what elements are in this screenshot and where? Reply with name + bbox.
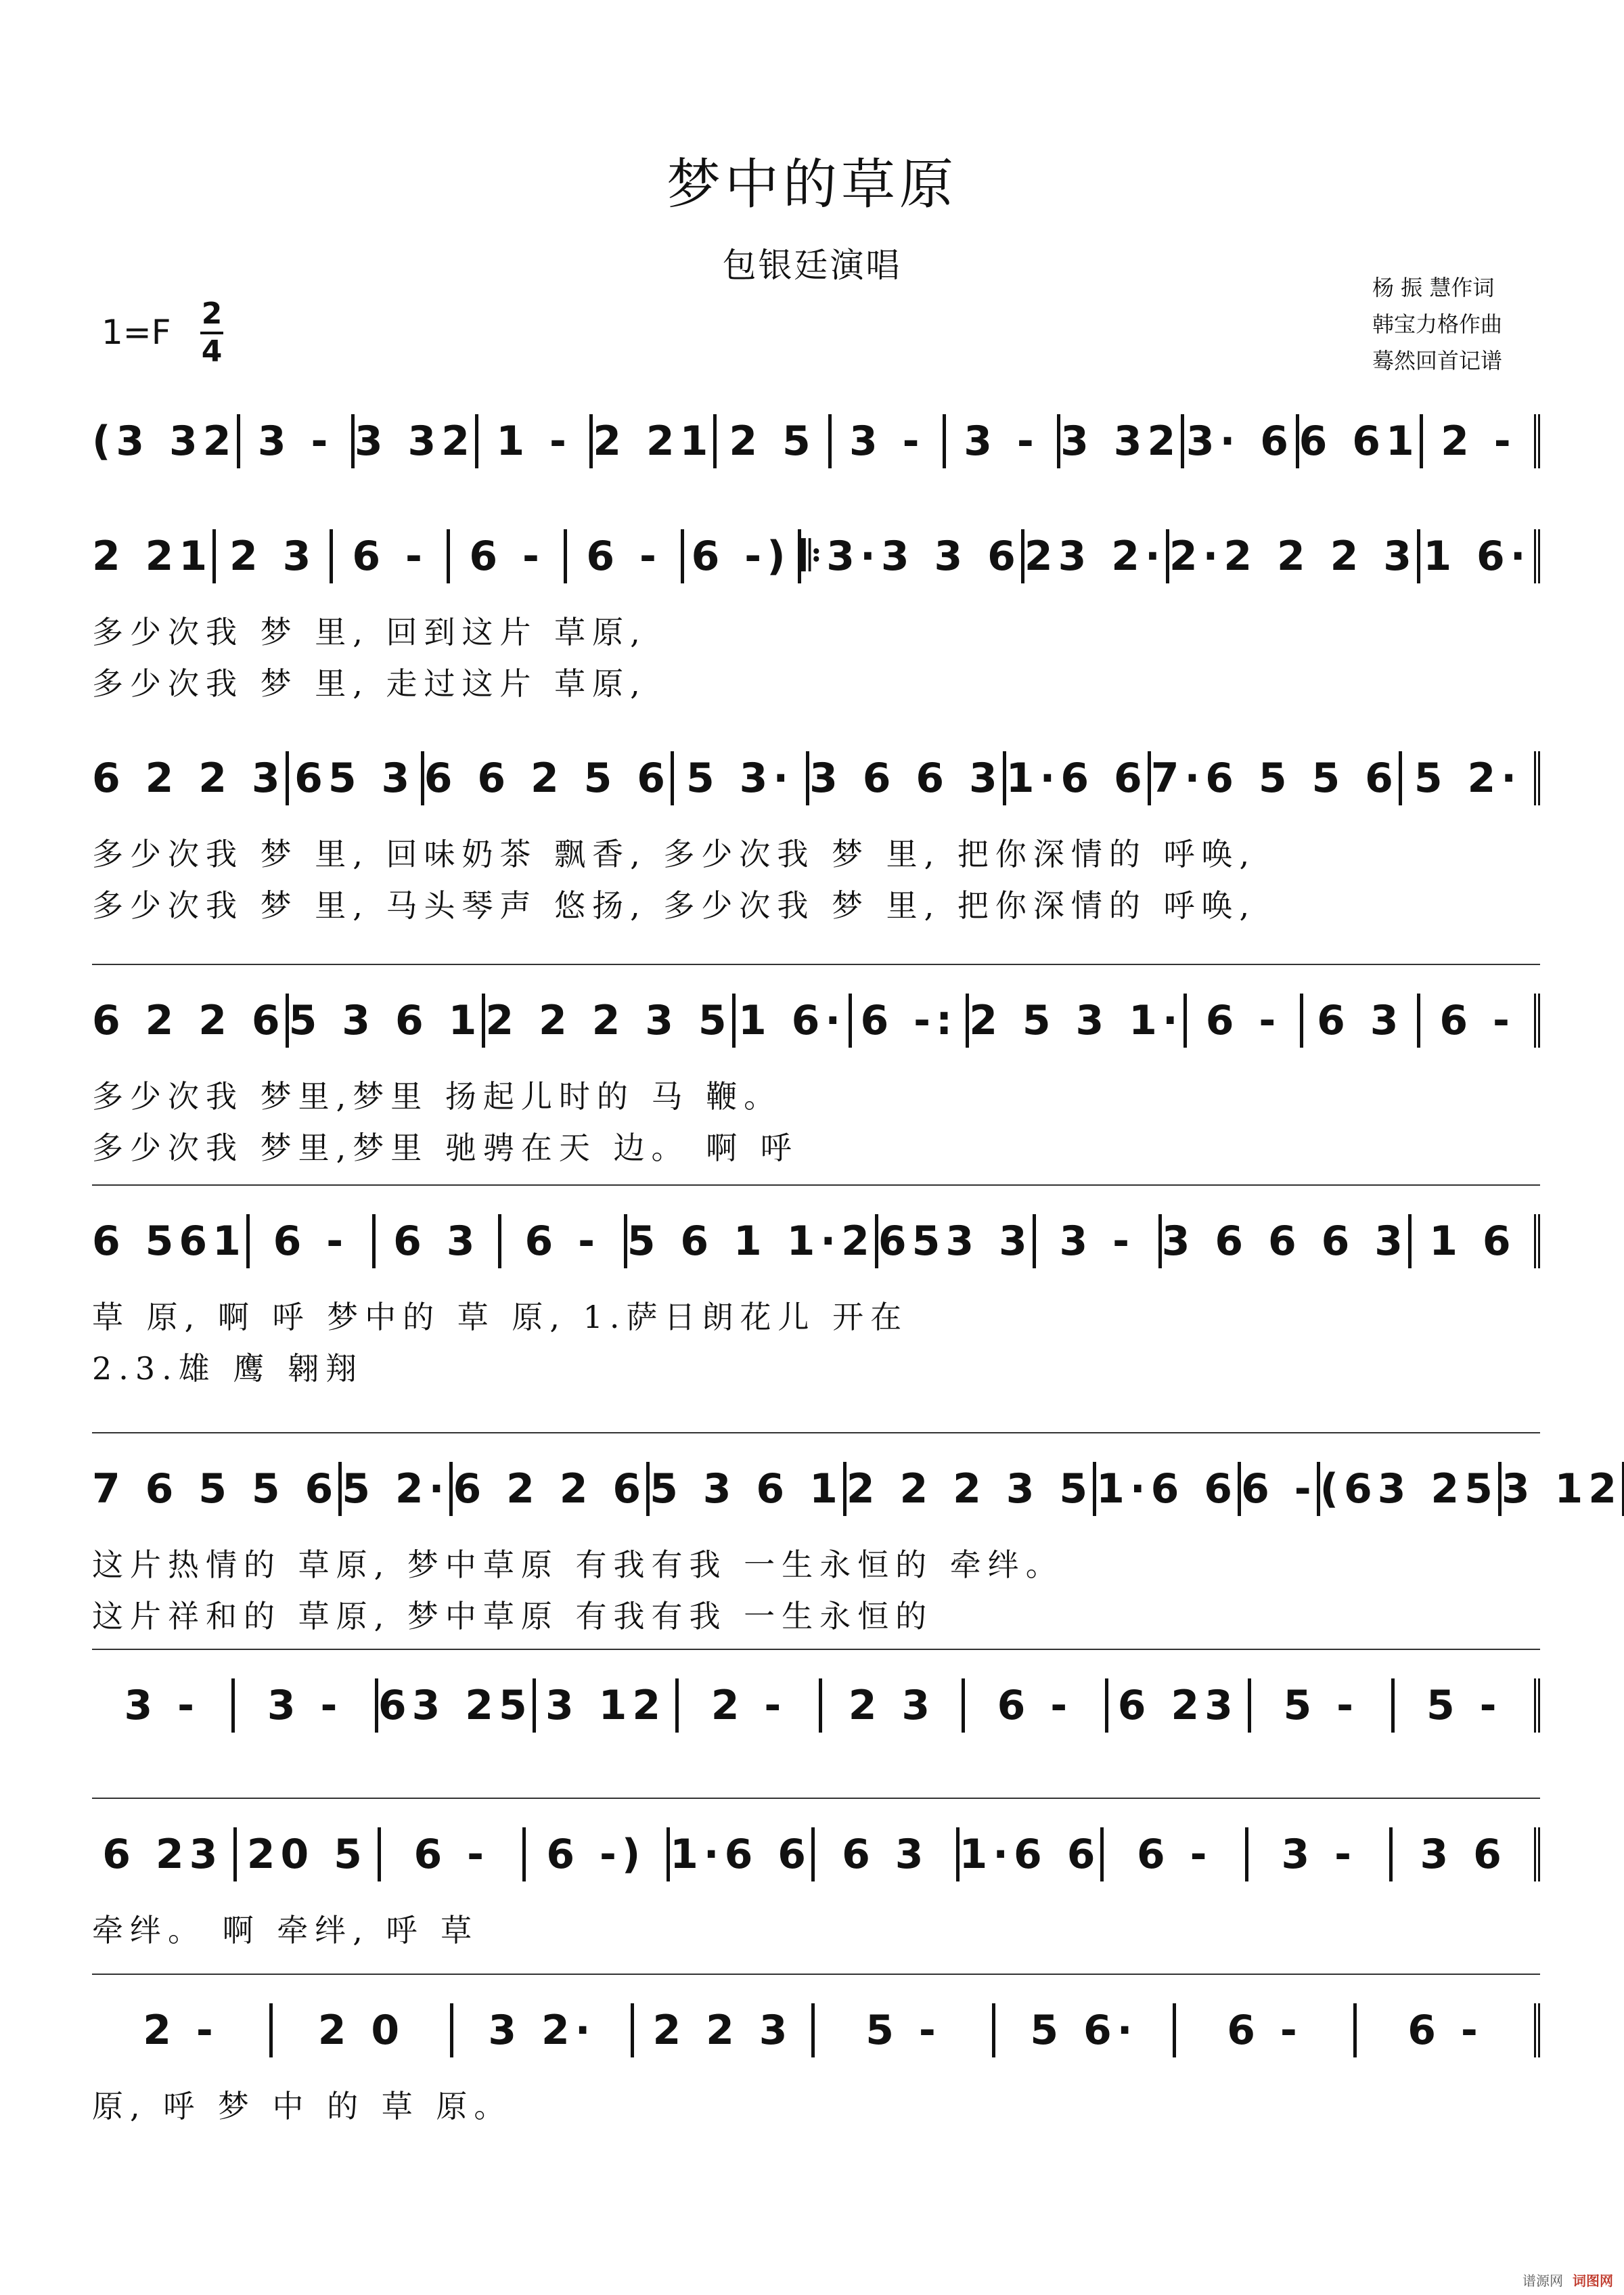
- lyric-line: 多少次我 梦 里, 回味奶茶 飘香, 多少次我 梦 里, 把你深情的 呼唤,: [92, 836, 1257, 872]
- lyric-line: 草 原, 啊 呼 梦中的 草 原, 1.萨日朗花儿 开在: [92, 1299, 909, 1335]
- measure: 1 6: [1412, 1214, 1540, 1268]
- measure: 6 -: [501, 1214, 627, 1268]
- measure: 5 3 6 1: [289, 994, 486, 1048]
- measure: 6 3: [1303, 994, 1420, 1048]
- measure: 3 32: [355, 414, 478, 468]
- measure: 6 -: [1104, 1827, 1248, 1881]
- volta-rule: [92, 1432, 1540, 1433]
- measure: 6 23: [1108, 1678, 1251, 1733]
- score-system: [0, 751, 1624, 924]
- measure: 3 12: [536, 1678, 679, 1733]
- lyricist-credit: 杨 振 慧作词: [1372, 275, 1495, 300]
- measure: 3 32: [1060, 414, 1184, 468]
- measure: 3 6 6 3: [809, 751, 1006, 805]
- measure: 7 6 5 5 6: [92, 1462, 342, 1516]
- measure: 6 23: [92, 1827, 237, 1881]
- measure: 2 2 2 3 5: [847, 1462, 1096, 1516]
- measure: 1 -: [478, 414, 593, 468]
- measure: 6 2 2 6: [453, 1462, 650, 1516]
- measure: 2 3: [822, 1678, 965, 1733]
- measure: 6 61: [1299, 414, 1423, 468]
- measure: 6 6 2 5 6: [424, 751, 674, 805]
- measure: 5 3·: [674, 751, 809, 805]
- lyric-line: 多少次我 梦 里, 回到这片 草原,: [92, 614, 647, 650]
- measure: 6 561: [92, 1214, 250, 1268]
- measure: 63 25: [378, 1678, 536, 1733]
- volta-rule: [92, 1649, 1540, 1650]
- score-system: [0, 1462, 1624, 1634]
- measure: 2 2 3: [634, 2003, 815, 2057]
- measure: (63 25: [1320, 1462, 1502, 1516]
- measure: 3 2·: [453, 2003, 634, 2057]
- page-title: 梦中的草原: [667, 153, 957, 216]
- notation-row: [92, 751, 1540, 805]
- measure: 6 -: [450, 529, 567, 583]
- measure: 5 -: [1251, 1678, 1394, 1733]
- volta-rule: [92, 1184, 1540, 1186]
- measure: 2 5 3 1·: [969, 994, 1186, 1048]
- measure: 1·6 6: [1096, 1462, 1241, 1516]
- measure: 5 6·: [995, 2003, 1176, 2057]
- measure: 1·6 6: [1006, 751, 1151, 805]
- measure: (3 32: [92, 414, 240, 468]
- measure: 5 2·: [342, 1462, 453, 1516]
- measure: 2 0: [273, 2003, 453, 2057]
- notation-row: [92, 1827, 1540, 1881]
- lyric-line: 牵绊。 啊 牵绊, 呼 草: [92, 1912, 479, 1948]
- score-system: [0, 1827, 1624, 1990]
- measure: 3 -: [832, 414, 946, 468]
- score-system: [0, 1214, 1624, 1387]
- measure: 6 2 2 3: [92, 751, 289, 805]
- measure: 6 -: [965, 1678, 1108, 1733]
- volta-rule: [92, 964, 1540, 965]
- measure: 6 2 2 6: [92, 994, 289, 1048]
- measure: 6 -: [1176, 2003, 1357, 2057]
- measure: 2 5: [717, 414, 831, 468]
- time-signature-top: 2: [201, 296, 223, 331]
- footer-logo: 词图网: [1573, 2273, 1613, 2289]
- volta-rule: [92, 1974, 1540, 1975]
- credits: [1372, 269, 1602, 379]
- volta-rule: [92, 1798, 1540, 1799]
- footer: [1522, 2270, 1613, 2290]
- measure: 6 3: [376, 1214, 501, 1268]
- measure: 6 3: [815, 1827, 960, 1881]
- notation-row: [92, 414, 1540, 468]
- measure: 1·6 6: [960, 1827, 1104, 1881]
- measure: 3 6 6 6 3: [1162, 1214, 1412, 1268]
- measure: 5 6 1 1·2: [627, 1214, 878, 1268]
- performer-line: 包银廷演唱: [722, 246, 902, 285]
- lyric-line: 多少次我 梦 里, 马头琴声 悠扬, 多少次我 梦 里, 把你深情的 呼唤,: [92, 887, 1257, 924]
- score-system: [0, 529, 1624, 702]
- measure: 3 12: [1502, 1462, 1624, 1516]
- measure: 6 -: [381, 1827, 526, 1881]
- measure: 2 2 2 3 5: [485, 994, 735, 1048]
- measure: 23 2·: [1024, 529, 1169, 583]
- score-system: [0, 2003, 1624, 2166]
- lyric-line: 多少次我 梦里,梦里 扬起儿时的 马 鞭。: [92, 1078, 782, 1115]
- composer-credit: 韩宝力格作曲: [1372, 311, 1503, 337]
- measure: 7·6 5 5 6: [1151, 751, 1402, 805]
- measure: 2 21: [92, 529, 216, 583]
- measure: 6 -: [1241, 1462, 1320, 1516]
- transcriber-credit: 蓦然回首记谱: [1372, 348, 1503, 374]
- measure: 1 6·: [736, 994, 853, 1048]
- lyric-line: 原, 呼 梦 中 的 草 原。: [92, 2088, 512, 2124]
- measure: 6 -: [1420, 994, 1540, 1048]
- notation-row: [92, 1462, 1623, 1516]
- lyric-line: 多少次我 梦 里, 走过这片 草原,: [92, 665, 647, 702]
- measure: 6 -:: [852, 994, 969, 1048]
- measure: 3 -: [92, 1678, 235, 1733]
- measure: 2 21: [593, 414, 717, 468]
- measure: 3 -: [240, 414, 355, 468]
- measure: 6 -: [333, 529, 450, 583]
- lyric-line: 多少次我 梦里,梦里 驰骋在天 边。 啊 呼: [92, 1130, 798, 1166]
- measure: 65 3: [289, 751, 424, 805]
- score-system: [0, 994, 1624, 1166]
- measure: 6 -: [250, 1214, 376, 1268]
- measure: 𝄆3·3 3 6: [801, 529, 1024, 583]
- measure: 20 5: [237, 1827, 382, 1881]
- notation-row: [92, 1214, 1540, 1268]
- time-signature: [200, 298, 223, 368]
- key-signature: 1=F: [102, 313, 171, 352]
- lyric-line: 2.3.雄 鹰 翱翔: [92, 1350, 364, 1387]
- lyric-line: 这片祥和的 草原, 梦中草原 有我有我 一生永恒的: [92, 1598, 934, 1634]
- measure: 6 -): [526, 1827, 671, 1881]
- measure: 2·2 2 2 3: [1169, 529, 1420, 583]
- measure: 5 -: [815, 2003, 995, 2057]
- measure: 2 3: [216, 529, 333, 583]
- lyric-line: 这片热情的 草原, 梦中草原 有我有我 一生永恒的 牵绊。: [92, 1546, 1064, 1583]
- measure: 653 3: [878, 1214, 1036, 1268]
- measure: 2 -: [1423, 414, 1540, 468]
- measure: 6 -: [567, 529, 684, 583]
- measure: 2 -: [679, 1678, 821, 1733]
- measure: 3· 6: [1184, 414, 1299, 468]
- time-signature-bottom: 4: [201, 334, 223, 369]
- notation-row: [92, 1678, 1540, 1733]
- measure: 5 -: [1395, 1678, 1540, 1733]
- measure: 6 -): [684, 529, 801, 583]
- notation-row: [92, 529, 1540, 583]
- measure: 1 6·: [1420, 529, 1540, 583]
- measure: 3 -: [1036, 1214, 1162, 1268]
- measure: 2 -: [92, 2003, 273, 2057]
- measure: 3 -: [235, 1678, 378, 1733]
- measure: 3 -: [1248, 1827, 1393, 1881]
- measure: 5 2·: [1402, 751, 1540, 805]
- notation-row: [92, 2003, 1540, 2057]
- footer-source: 谱源网: [1522, 2273, 1563, 2289]
- measure: 1·6 6: [670, 1827, 815, 1881]
- score-system: [0, 1678, 1624, 1841]
- notation-row: [92, 994, 1540, 1048]
- measure: 3 -: [946, 414, 1060, 468]
- measure: 6 -: [1187, 994, 1304, 1048]
- measure: 3 6: [1393, 1827, 1540, 1881]
- measure: 6 -: [1357, 2003, 1540, 2057]
- measure: 5 3 6 1: [650, 1462, 847, 1516]
